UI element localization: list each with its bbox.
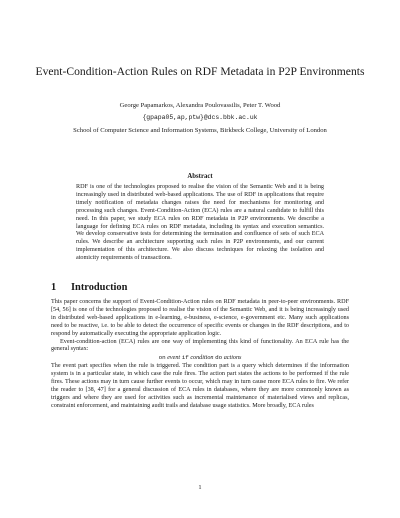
eca-rule-syntax [51,354,349,363]
keyword-if: if [181,354,189,362]
intro-paragraph-3: The event part specifies when the rule is triggered. The condition part is a query which determines if the information system is in a particular state, in which case the rule fires. The action part states the actions to be performed if the rule fires. These actions may in turn cause further events to occur, which may in turn cause more ECA rules to fire. We refer the reader to [38, 47] for a general discussion of ECA rules in databases, where they are more commonly known as triggers and where they are used for activities such as incremental maintenance of materialised views and replicas, constraint enforcement, and maintaining audit trails and database usage statistics. More broadly, ECA rules [51,363,349,409]
section-heading [51,281,127,294]
section-number: 1 [51,282,57,293]
keyword-do: do [215,354,223,362]
intro-paragraph-1: This paper concerns the support of Event-Condition-Action rules on RDF metadata in peer-to-peer environments. RDF [54, 56] is one of the technologies proposed to realise the vision of the Semantic Web, and it is being increasingly used in distributed web-based applications in e-learning, e-business, e-science, e-government etc. Many such applications need to be reactive, i.e. to be able to detect the occurrence of specific events or changes in the RDF descriptions, and to respond by automatically executing the appropriate application logic. [51,299,349,337]
author-emails: {gpapa05,ap,ptw}@dcs.bbk.ac.uk [142,114,258,121]
rule-event: event [167,355,181,362]
rule-condition: condition [190,355,214,362]
abstract-heading: Abstract [187,173,213,180]
paper-title: Event-Condition-Action Rules on RDF Metadata in P2P Environments [35,65,365,78]
rule-actions: actions [223,355,242,362]
section-title: Introduction [71,282,128,293]
introduction-body [51,299,349,411]
author-list: George Papamarkos, Alexandra Poulovassilis, Peter T. Wood [119,102,281,109]
keyword-on: on [158,354,166,362]
abstract-body: RDF is one of the technologies proposed to realise the vision of the Semantic Web and it is being increasingly used in distributed web-based applications. The use of RDF in applications that require timely notification of metadata changes raises the need for mechanisms for monitoring and processing such changes. Event-Condition-Action (ECA) rules are a natural candidate to fulfill this need. In this paper, we study ECA rules on RDF metadata in P2P environments. We describe a language for defining ECA rules on RDF metadata, including its syntax and execution semantics. We develop conservative tests for determining the termination and confluence of sets of such ECA rules. We describe an architecture supporting such rules in P2P environments, and our current implementation of this architecture. We also discuss techniques for relaxing the isolation and atomicity requirements of transactions. [76,184,324,262]
affiliation: School of Computer Science and Information Systems, Birkbeck College, University of London [73,127,327,134]
intro-paragraph-2: Event-condition-action (ECA) rules are one way of implementing this kind of functionality. An ECA rule has the general syntax: [51,338,349,353]
page-number: 1 [198,484,202,491]
